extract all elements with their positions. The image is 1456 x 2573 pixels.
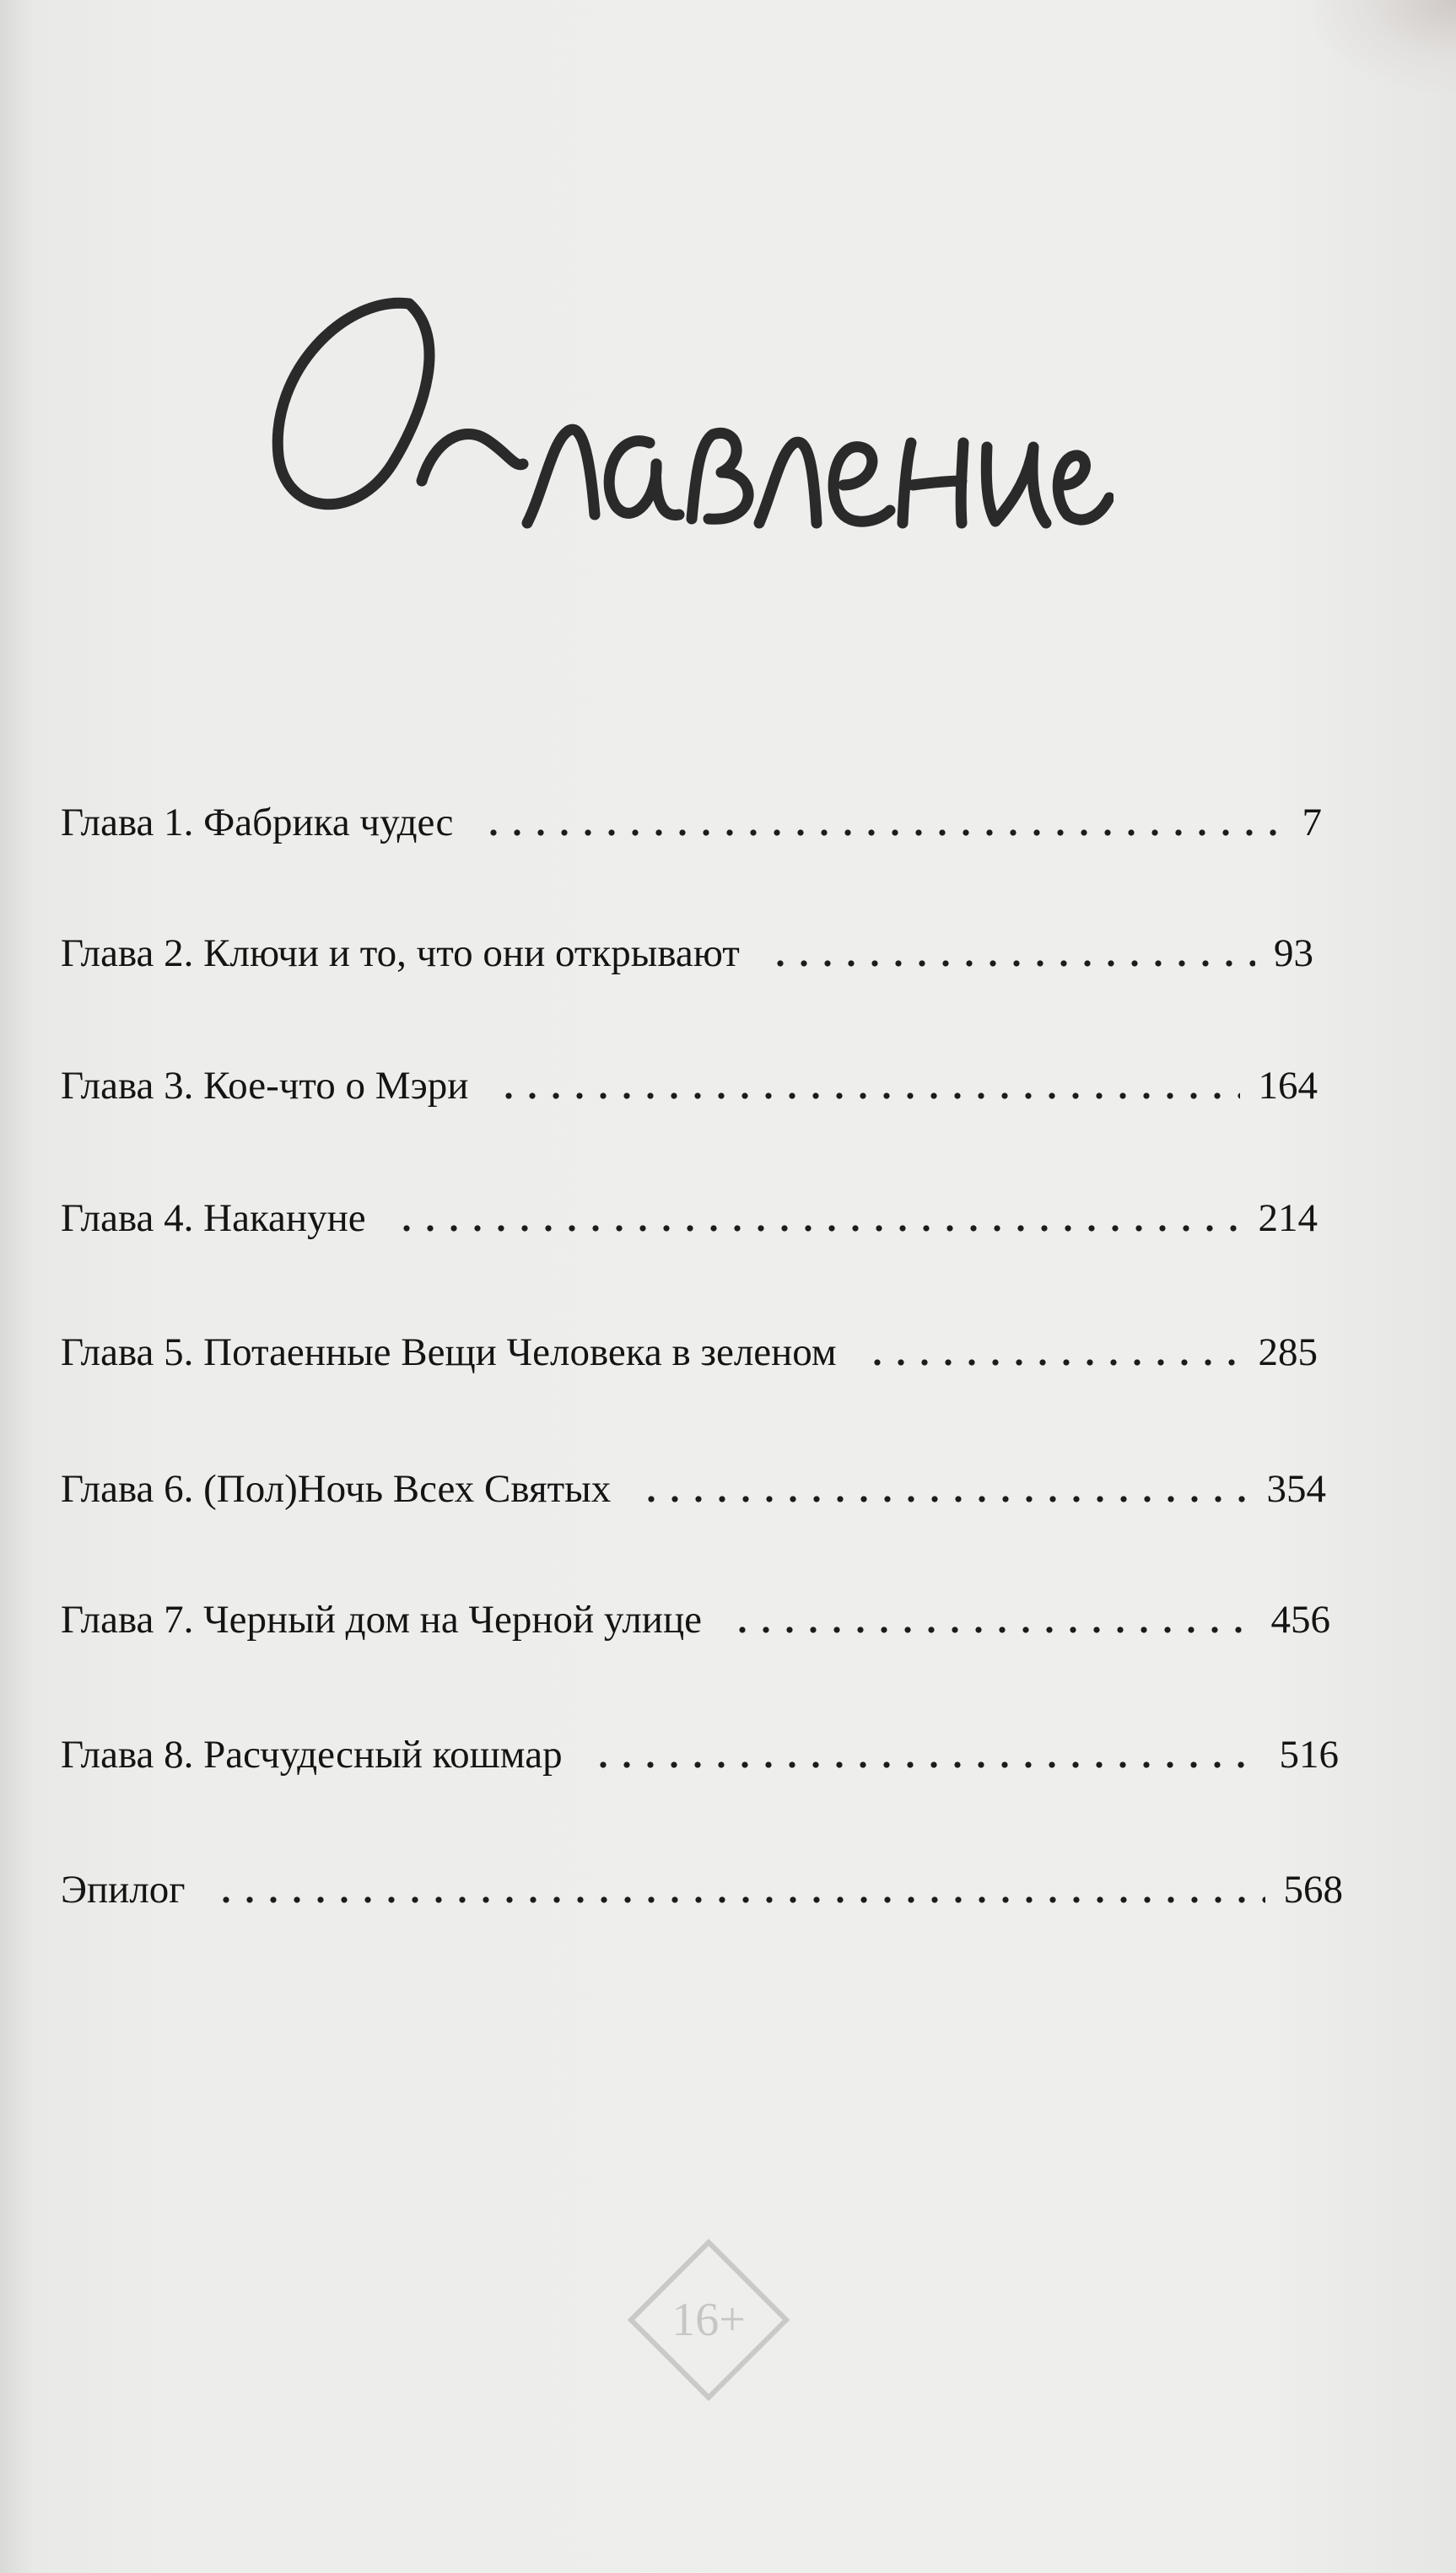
toc-entry[interactable] bbox=[61, 793, 1322, 852]
dot-leader bbox=[639, 1493, 1248, 1505]
dot-leader bbox=[768, 957, 1255, 969]
toc-heading-text: Оглавление bbox=[683, 564, 692, 566]
dot-leader bbox=[497, 1090, 1239, 1102]
age-rating-badge bbox=[624, 2236, 793, 2404]
toc-entry-page: 214 bbox=[1258, 1196, 1318, 1240]
toc-entry-title: Глава 2. Ключи и то, что они открывают bbox=[61, 931, 740, 975]
toc-entry-title: Эпилог bbox=[61, 1868, 186, 1912]
toc-entry[interactable] bbox=[61, 1590, 1330, 1649]
toc-entry-title: Глава 5. Потаенные Вещи Человека в зеленом bbox=[61, 1330, 837, 1374]
toc-entry-title: Глава 6. (Пол)Ночь Всех Святых bbox=[61, 1467, 612, 1511]
toc-entry[interactable] bbox=[61, 1189, 1318, 1248]
toc-entry-page: 7 bbox=[1302, 801, 1322, 844]
toc-entry-title: Глава 1. Фабрика чудес bbox=[61, 801, 454, 844]
toc-entry-page: 93 bbox=[1274, 931, 1313, 975]
toc-entry[interactable] bbox=[61, 1725, 1339, 1784]
dot-leader bbox=[591, 1759, 1261, 1771]
toc-entry[interactable] bbox=[61, 1459, 1326, 1518]
toc-entry-title: Глава 4. Накануне bbox=[61, 1196, 366, 1240]
toc-entry-page: 568 bbox=[1283, 1868, 1343, 1912]
toc-entry-page: 456 bbox=[1270, 1598, 1330, 1642]
dot-leader bbox=[395, 1222, 1240, 1234]
toc-entry-page: 285 bbox=[1258, 1330, 1318, 1374]
toc-entry-title: Глава 3. Кое-что о Мэри bbox=[61, 1064, 469, 1108]
toc-entry[interactable] bbox=[61, 1860, 1343, 1919]
dot-leader bbox=[214, 1894, 1265, 1906]
toc-entry-title: Глава 7. Черный дом на Черной улице bbox=[61, 1598, 702, 1642]
toc-entry[interactable] bbox=[61, 1056, 1318, 1115]
toc-entry-page: 516 bbox=[1279, 1733, 1339, 1777]
dot-leader bbox=[731, 1624, 1253, 1636]
toc-entry-page: 164 bbox=[1258, 1064, 1318, 1108]
toc-entry-title: Глава 8. Расчудесный кошмар bbox=[61, 1733, 563, 1777]
toc-entry-page: 354 bbox=[1266, 1467, 1326, 1511]
dot-leader bbox=[866, 1357, 1240, 1368]
toc-entry[interactable] bbox=[61, 924, 1313, 983]
toc-entry[interactable] bbox=[61, 1323, 1318, 1382]
age-rating-text: 16+ bbox=[671, 2294, 746, 2346]
dot-leader bbox=[482, 827, 1283, 839]
